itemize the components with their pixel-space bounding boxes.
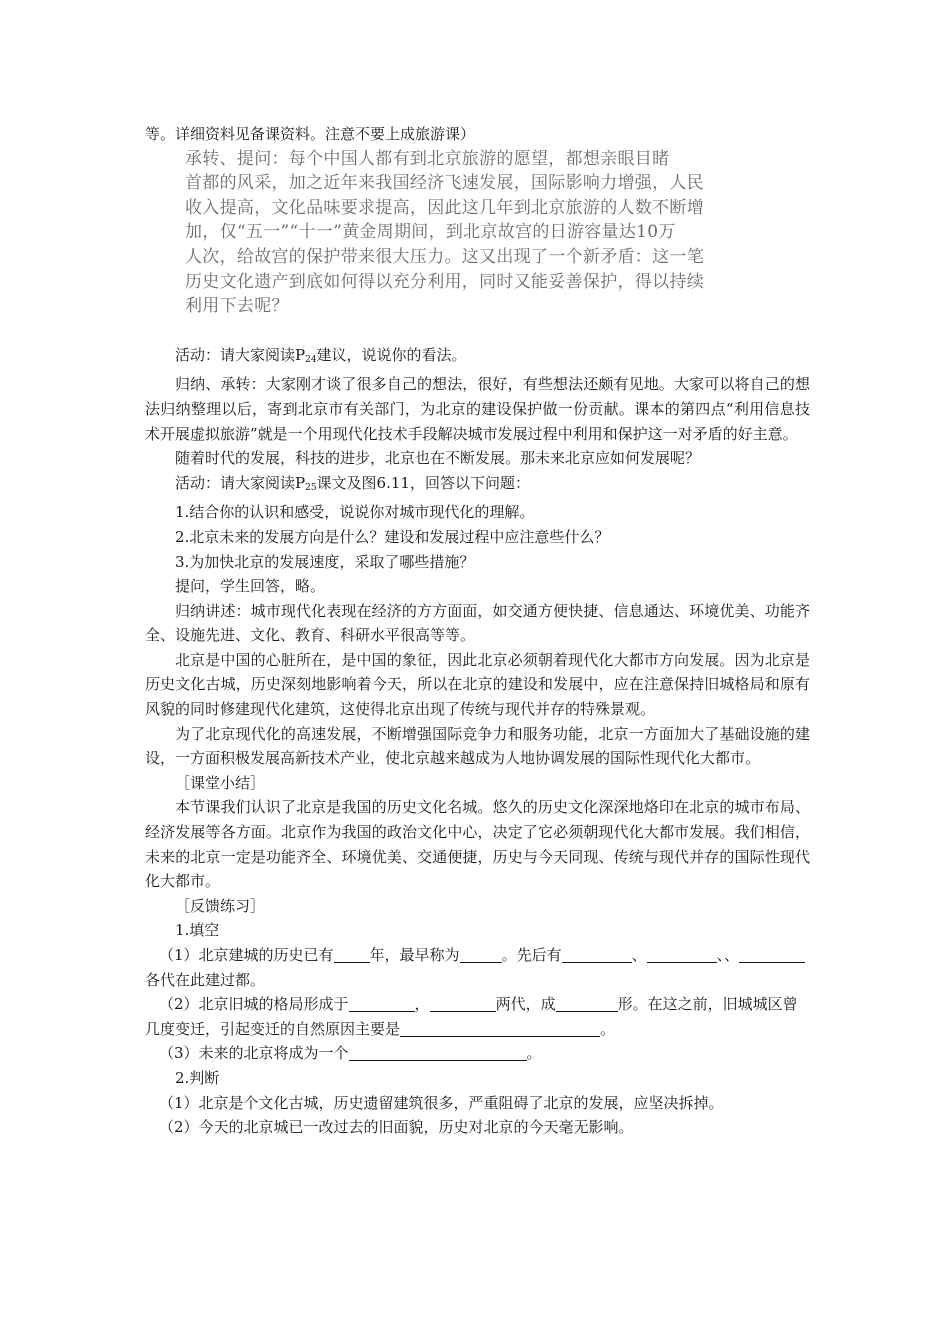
answer-blank[interactable] bbox=[349, 1044, 527, 1061]
summary-paragraph-3: 本节课我们认识了北京是我国的历史文化名城。悠久的历史文化深深地烙印在北京的城市布局、经济发展等各方面。北京作为我国的政治文化中心，决定了它必须朝现代化大都市发展。我们相信，未来的北京一定是功能齐全、环境优美、交通便捷，历史与今天同现、传统与现代并存的国际性现代化大都市。 bbox=[145, 798, 810, 891]
activity-2: 活动：请大家阅读$P_{25}$课文及图6.11，回答以下问题： bbox=[175, 473, 530, 493]
answer-blank[interactable] bbox=[556, 995, 618, 1012]
scan-line: 收入提高，文化品味要求提高，因此这几年到北京旅游的人数不断增 bbox=[185, 197, 704, 218]
fill-blank-2: （2）北京旧城的格局形成于 ， 两代，成 形。在这之前，旧城城区曾几度变迁，引起变迁的自然原因主要是 。 bbox=[145, 995, 798, 1038]
scan-line: 利用下去呢？ bbox=[185, 296, 289, 317]
scan-line: 加，仅“五一”“十一”黄金周期间，到北京故宫的日游容量达10万 bbox=[185, 222, 676, 243]
question-1: 1.结合你的认识和感受，说说你对城市现代化的理解。 bbox=[175, 503, 535, 522]
text-line-intro: 等。详细资料见备课资料。注意不要上成旅游课） bbox=[145, 125, 476, 143]
document-body bbox=[145, 122, 810, 1140]
answer-blank[interactable] bbox=[349, 995, 415, 1012]
scan-line: 人次，给故宫的保护带来很大压力。这又出现了一个新矛盾：这一笔 bbox=[185, 246, 704, 267]
answer-blank[interactable] bbox=[739, 946, 805, 963]
page-subscript: 25 bbox=[305, 482, 317, 493]
summary-paragraph-2: 归纳讲述：城市现代化表现在经济的方方面面，如交通方便快捷、信息通达、环境优美、功能齐全、设施先进、文化、教育、科研水平很高等等。 bbox=[145, 601, 810, 645]
judge-title: 2.判断 bbox=[175, 1068, 220, 1087]
scanned-passage bbox=[185, 147, 820, 319]
fill-blank-title: 1.填空 bbox=[175, 921, 220, 940]
paragraph-beijing-heart: 北京是中国的心脏所在，是中国的象征，因此北京必须朝着现代化大都市方向发展。因为北京是历史文化古城，历史深刻地影响着今天，所以在北京的建设和发展中，应在注意保持旧城格局和原有风貌的同时修建现代化建筑，这使得北京出现了传统与现代并存的特殊景观。 bbox=[145, 650, 810, 719]
answer-blank[interactable] bbox=[430, 995, 496, 1012]
question-3: 3.为加快北京的发展速度，采取了哪些措施？ bbox=[175, 552, 475, 571]
paragraph-beijing-modern: 为了北京现代化的高速发展，不断增强国际竞争力和服务功能，北京一方面加大了基础设施的建设，一方面积极发展高新技术产业，使北京越来越成为人地协调发展的国际性现代化大都市。 bbox=[145, 724, 810, 768]
fill-blank-1: （1）北京建城的历史已有 年，最早称为 。先后有 、 、、各代在此建过都。 bbox=[145, 943, 810, 992]
answer-blank[interactable] bbox=[562, 946, 632, 963]
judge-1: （1）北京是个文化古城，历史遗留建筑很多，严重阻碍了北京的发展，应坚决拆掉。 bbox=[159, 1093, 724, 1112]
future-question: 随着时代的发展，科技的进步，北京也在不断发展。那未来北京应如何发展呢？ bbox=[175, 449, 701, 468]
fill-blank-3: （3）未来的北京将成为一个 。 bbox=[159, 1044, 542, 1063]
section-heading-summary: ［课堂小结］ bbox=[175, 773, 266, 792]
page-subscript: 24 bbox=[305, 354, 317, 365]
answer-blank[interactable] bbox=[334, 946, 370, 963]
scan-line: 首都的风采，加之近年来我国经济飞速发展，国际影响力增强，人民 bbox=[185, 173, 704, 194]
answer-blank[interactable] bbox=[647, 946, 717, 963]
activity-1: 活动：请大家阅读$P_{24}$建议，说说你的看法。 bbox=[175, 345, 467, 365]
judge-2: （2）今天的北京城已一改过去的旧面貌，历史对北京的今天毫无影响。 bbox=[159, 1118, 634, 1137]
section-heading-feedback: ［反馈练习］ bbox=[175, 896, 266, 915]
summary-paragraph-1: 归纳、承转：大家刚才谈了很多自己的想法，很好，有些想法还颇有见地。大家可以将自己的想法归纳整理以后，寄到北京市有关部门，为北京的建设保护做一份贡献。课本的第四点“利用信息技术开展虚拟旅游”就是一个用现代化技术手段解决城市发展过程中利用和保护这一对矛盾的好主意。 bbox=[145, 375, 810, 443]
answer-blank[interactable] bbox=[460, 946, 502, 963]
answer-blank[interactable] bbox=[400, 1020, 600, 1037]
scan-line: 历史文化遗产到底如何得以充分利用，同时又能妥善保护，得以持续 bbox=[185, 271, 704, 292]
answer-note: 提问，学生回答，略。 bbox=[175, 577, 326, 596]
question-2: 2.北京未来的发展方向是什么？建设和发展过程中应注意些什么？ bbox=[175, 527, 610, 546]
scan-line: 承转、提问：每个中国人都有到北京旅游的愿望，都想亲眼目睹 bbox=[185, 148, 670, 169]
